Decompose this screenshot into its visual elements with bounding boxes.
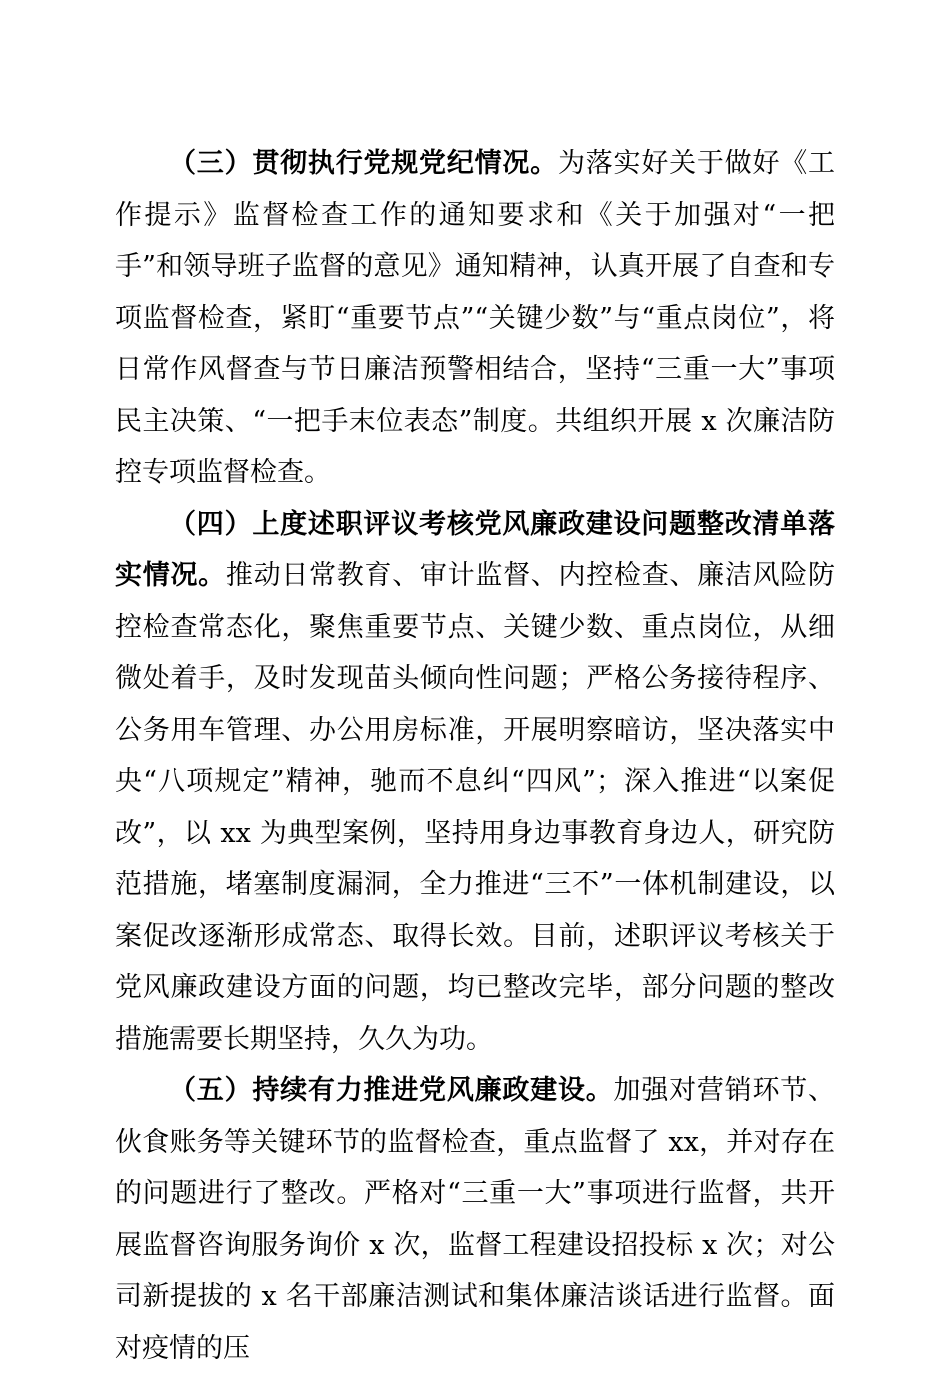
section-4-heading: （四）上度述职评议考核党风廉政建设问题整改清单落实情况。 xyxy=(115,508,835,591)
section-3-heading: （三）贯彻执行党规党纪情况。 xyxy=(169,148,558,179)
section-5-heading: （五）持续有力推进党风廉政建设。 xyxy=(169,1075,614,1106)
section-5-body: 加强对营销环节、伙食账务等关键环节的监督检查，重点监督了 xx，并对存在的问题进行了整改。严格对“三重一大”事项进行监督，共开展监督咨询服务询价 x 次，监督工程建设招投标 x 次；对公司新提拔的 x 名干部廉洁测试和集体廉洁谈话进行监督。面对疫情的压 xyxy=(115,1075,836,1364)
paragraph-section-3 xyxy=(115,138,835,499)
paragraph-section-5 xyxy=(115,1065,835,1374)
section-3-body: 为落实好关于做好《工作提示》监督检查工作的通知要求和《关于加强对“一把手”和领导班子监督的意见》通知精神，认真开展了自查和专项监督检查，紧盯“重要节点”“关键少数”与“重点岗位”，将日常作风督查与节日廉洁预警相结合，坚持“三重一大”事项民主决策、“一把手末位表态”制度。共组织开展 x 次廉洁防控专项监督检查。 xyxy=(115,148,836,488)
document-body xyxy=(115,138,835,1374)
paragraph-section-4 xyxy=(115,499,835,1066)
section-4-body: 推动日常教育、审计监督、内控检查、廉洁风险防控检查常态化，聚焦重要节点、关键少数、重点岗位，从细微处着手，及时发现苗头倾向性问题；严格公务接待程序、公务用车管理、办公用房标准，开展明察暗访，坚决落实中央“八项规定”精神，驰而不息纠“四风”；深入推进“以案促改”，以 xx 为典型案例，坚持用身边事教育身边人，研究防范措施，堵塞制度漏洞，全力推进“三不”一体机制建设，以案促改逐渐形成常态、取得长效。目前，述职评议考核关于党风廉政建设方面的问题，均已整改完毕，部分问题的整改措施需要长期坚持，久久为功。 xyxy=(115,560,836,1055)
